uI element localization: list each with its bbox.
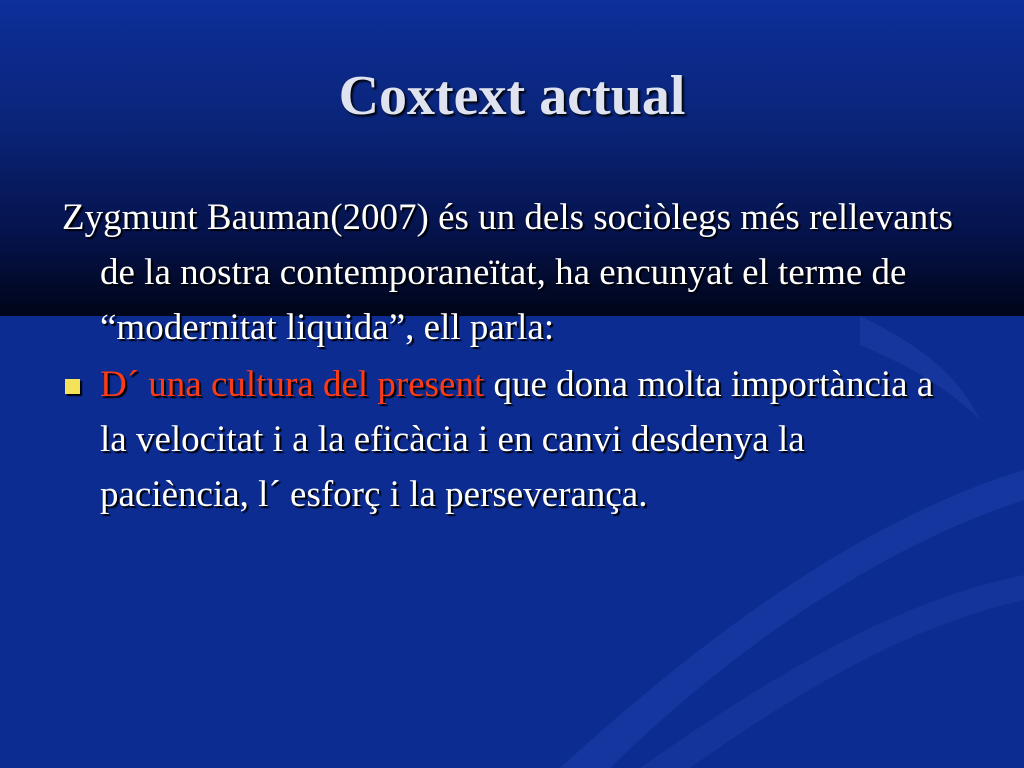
square-bullet-icon xyxy=(65,379,80,394)
slide-title: Coxtext actual xyxy=(338,65,686,127)
bullet-item xyxy=(62,357,962,522)
bullet-highlight-text: D´ una cultura del present xyxy=(100,364,485,405)
slide-body xyxy=(62,190,962,522)
bullet-text: que dona molta importància a la velocitat i a la eficàcia i en canvi desdenya la paciència, l´ esforç i la perseverança. xyxy=(100,364,934,515)
intro-paragraph: Zygmunt Bauman(2007) és un dels sociòlegs més rellevants de la nostra contemporaneïtat, ha encunyat el terme de “modernitat liquida”, ell parla: xyxy=(62,197,953,348)
